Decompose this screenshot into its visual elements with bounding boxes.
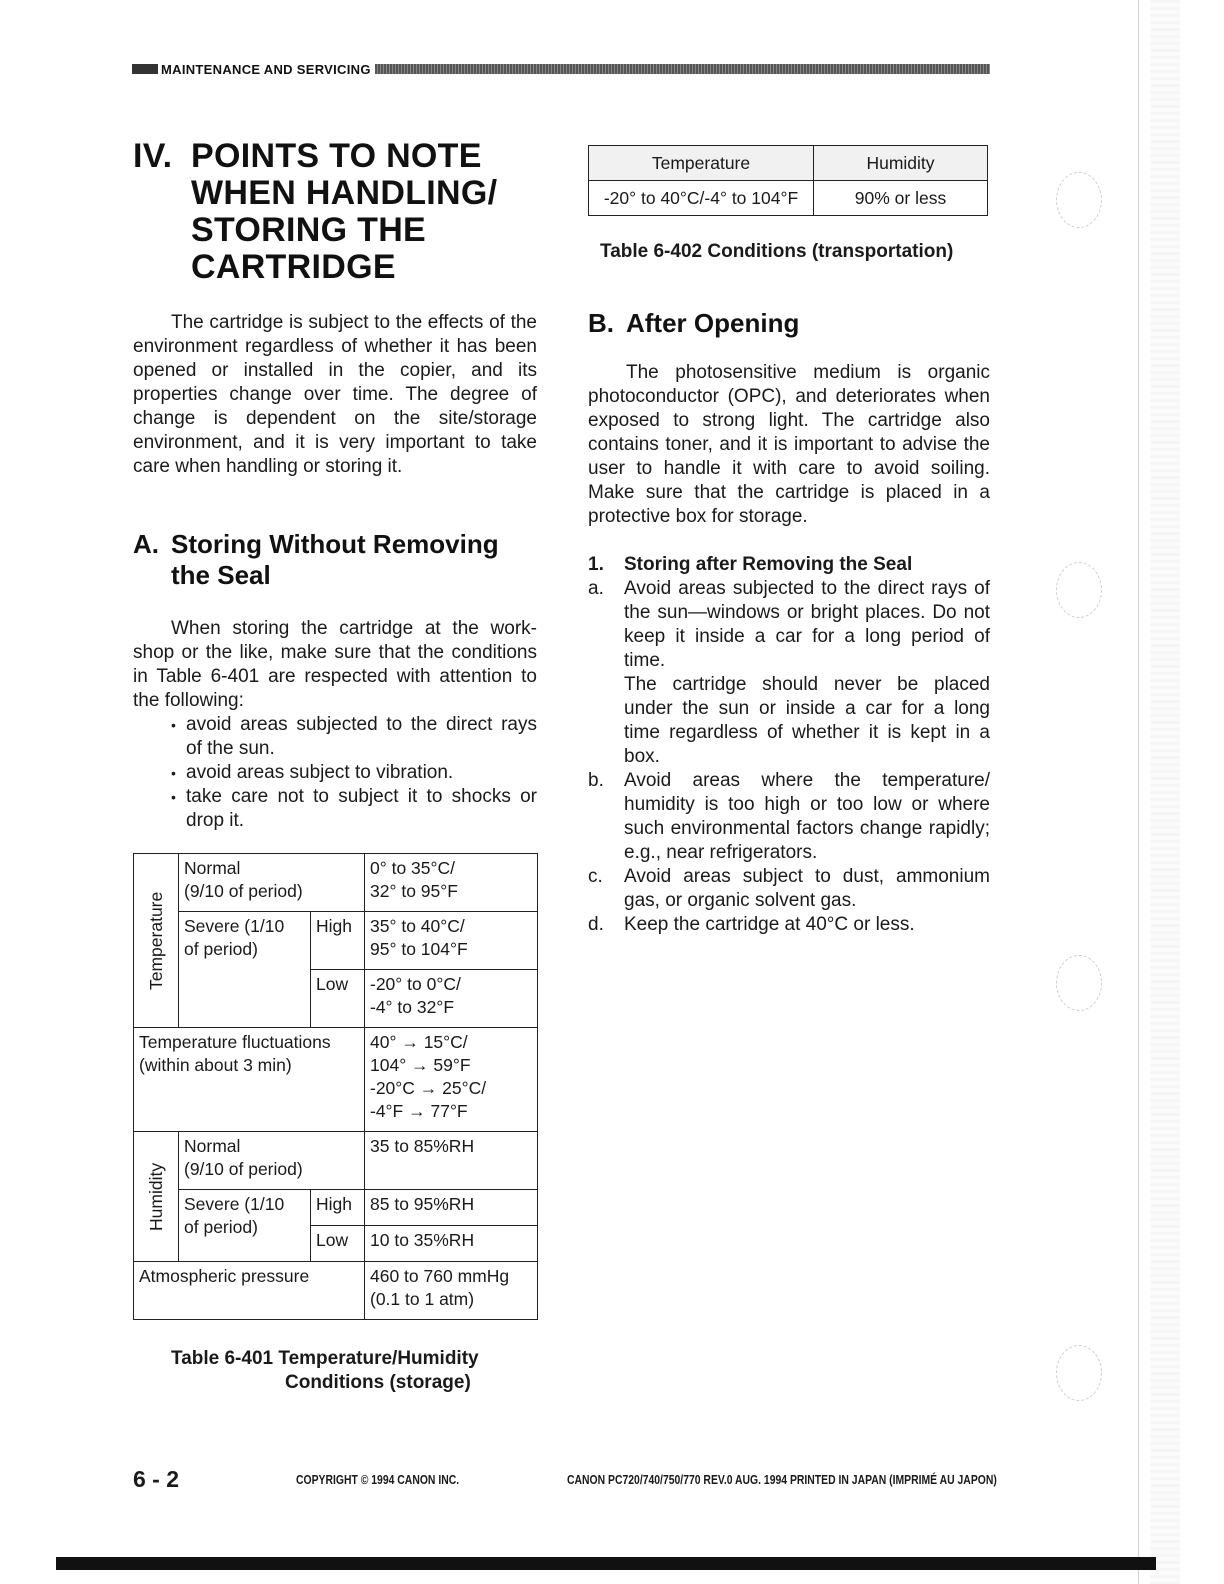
step-item: a. Avoid areas subjected to the direct rays of the sun—windows or bright places. Do not keep it inside a car for a long period of time. The cartridge should never be placed under the sun or inside a car for a long time regardless of whether it is kept in a box.: [588, 578, 990, 767]
pressure-value: 460 to 760 mmHg (0.1 to 1 atm): [365, 1262, 538, 1320]
hum-high-value: 85 to 95%RH: [365, 1190, 538, 1226]
temp-normal-value: 0° to 35°C/ 32° to 95°F: [365, 854, 538, 912]
high-label: High: [311, 912, 365, 970]
storage-conditions-table: [133, 853, 538, 1320]
severe-label: Severe (1/10 of period): [179, 912, 311, 1028]
chapter-title: [133, 138, 537, 286]
severe-label: Severe (1/10 of period): [179, 1190, 311, 1262]
section-b-title: [588, 308, 990, 339]
transport-humidity-value: 90% or less: [814, 181, 988, 216]
section-a-bullets: [133, 713, 537, 833]
transport-header-temperature: Temperature: [589, 146, 814, 181]
hum-normal-value: 35 to 85%RH: [365, 1132, 538, 1190]
model-info: CANON PC720/740/750/770 REV.0 AUG. 1994 PRINTED IN JAPAN (IMPRIMÉ AU JAPON): [567, 1472, 997, 1487]
running-header: [132, 62, 990, 76]
chapter-title-line: WHEN HANDLING/: [191, 174, 498, 212]
header-section-label: MAINTENANCE AND SERVICING: [161, 61, 371, 77]
scan-margin: [1150, 0, 1180, 1584]
table-402-caption: Table 6-402 Conditions (transportation): [600, 241, 954, 262]
fluctuations-label: Temperature fluctuations (within about 3 min): [134, 1028, 365, 1132]
humidity-row-label: Humidity: [134, 1132, 179, 1262]
section-a-title: [133, 529, 537, 591]
section-a-title-line: Storing Without Removing: [171, 529, 499, 559]
fluctuations-values: 40° → 15°C/ 104° → 59°F -20°C → 25°C/ -4°F → 77°F: [365, 1028, 538, 1132]
step-item: b. Avoid areas where the temperature/ humidity is too high or too low or where such environmental factors change rapidly; e.g., near refrigerators.: [588, 770, 990, 863]
punch-hole: [1056, 562, 1102, 618]
chapter-title-line: POINTS TO NOTE: [191, 137, 482, 175]
section-a-title-line: the Seal: [171, 560, 271, 590]
scan-edge: [1138, 0, 1139, 1584]
section-b-title-text: After Opening: [626, 308, 800, 338]
pressure-label: Atmospheric pressure: [134, 1262, 365, 1320]
section-a-letter: A.: [133, 529, 159, 559]
copyright-notice: COPYRIGHT © 1994 CANON INC.: [296, 1472, 460, 1487]
chapter-title-line: CARTRIDGE: [191, 248, 396, 286]
section-b-letter: B.: [588, 308, 614, 338]
temp-low-value: -20° to 0°C/ -4° to 32°F: [365, 970, 538, 1028]
right-column: [588, 145, 990, 937]
bullet-item: • avoid areas subjected to the direct rays of the sun.: [171, 713, 537, 761]
section-b-paragraph: The photosensitive medium is organic photoconductor (OPC), and deteriorates when exposed to strong light. The cartridge also contains toner, and it is important to advise the user to handle it with care to avoid soiling. Make sure that the cartridge is placed in a protective box for storage.: [588, 362, 990, 527]
normal-label: Normal (9/10 of period): [179, 1132, 365, 1190]
steps-heading-number: 1.: [588, 554, 604, 575]
left-column: [133, 138, 537, 1395]
step-item: c. Avoid areas subject to dust, ammonium gas, or organic solvent gas.: [588, 866, 990, 911]
low-label: Low: [311, 1226, 365, 1262]
low-label: Low: [311, 970, 365, 1028]
page-footer: [133, 1466, 997, 1496]
temperature-row-label: Temperature: [134, 854, 179, 1028]
step-item: d. Keep the cartridge at 40°C or less.: [588, 914, 915, 935]
steps-heading-text: Storing after Removing the Seal: [624, 554, 913, 575]
punch-hole: [1056, 172, 1102, 228]
section-a-paragraph: When storing the cartridge at the work-shop or the like, make sure that the conditions in Table 6-401 are respected with attention to the following:: [133, 618, 537, 711]
temp-high-value: 35° to 40°C/ 95° to 104°F: [365, 912, 538, 970]
bullet-item: • take care not to subject it to shocks or drop it.: [171, 785, 537, 833]
transport-header-humidity: Humidity: [814, 146, 988, 181]
intro-paragraph: The cartridge is subject to the effects of the environment regardless of whether it has been opened or installed in the copier, and its properties change over time. The degree of change is dependent on the site/storage environment, and it is very important to take care when handling or storing it.: [133, 312, 537, 477]
transport-temp-value: -20° to 40°C/-4° to 104°F: [589, 181, 814, 216]
punch-hole: [1056, 1345, 1102, 1401]
steps-heading: [588, 553, 990, 577]
high-label: High: [311, 1190, 365, 1226]
bottom-bar: [56, 1557, 1156, 1570]
chapter-number: IV.: [133, 137, 173, 175]
hum-low-value: 10 to 35%RH: [365, 1226, 538, 1262]
transport-conditions-table: [588, 145, 988, 216]
chapter-title-line: STORING THE: [191, 211, 427, 249]
header-rule: [375, 64, 990, 74]
steps-list: [588, 577, 990, 937]
bullet-item: • avoid areas subject to vibration.: [171, 761, 537, 785]
normal-label: Normal (9/10 of period): [179, 854, 365, 912]
table-401-caption: Table 6-401 Temperature/Humidity Conditions (storage): [171, 1348, 479, 1393]
header-block: [132, 64, 158, 74]
punch-hole: [1056, 955, 1102, 1011]
page-number: 6 - 2: [133, 1466, 180, 1492]
